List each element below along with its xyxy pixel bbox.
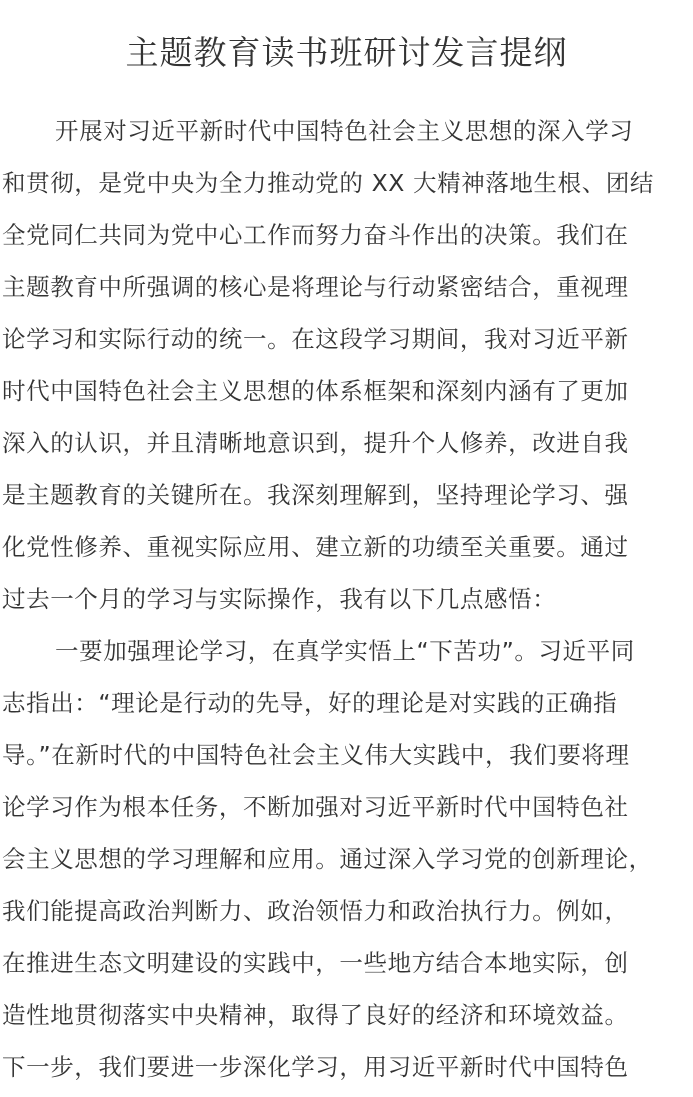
paragraph-line: 开展对习近平新时代中国特色社会主义思想的深入学习 — [55, 117, 634, 145]
paragraph-line: 是主题教育的关键所在。我深刻理解到，坚持理论学习、强 — [2, 481, 629, 509]
paragraph-line: 我们能提高政治判断力、政治领悟力和政治执行力。例如， — [2, 897, 629, 925]
paragraph-line: 在推进生态文明建设的实践中，一些地方结合本地实际，创 — [2, 949, 629, 977]
paragraph-line: 导。”在新时代的中国特色社会主义伟大实践中，我们要将理 — [2, 741, 630, 769]
paragraph-line: 论学习作为根本任务，不断加强对习近平新时代中国特色社 — [2, 793, 629, 821]
paragraph-line: 主题教育中所强调的核心是将理论与行动紧密结合，重视理 — [2, 273, 629, 301]
document-title: 主题教育读书班研讨发言提纲 — [125, 33, 568, 72]
paragraph-line: 化党性修养、重视实际应用、建立新的功绩至关重要。通过 — [2, 533, 629, 561]
paragraph-line: 全党同仁共同为党中心工作而努力奋斗作出的决策。我们在 — [2, 221, 629, 249]
paragraph-line: 下一步，我们要进一步深化学习，用习近平新时代中国特色 — [2, 1053, 629, 1081]
paragraph-line: 时代中国特色社会主义思想的体系框架和深刻内涵有了更加 — [2, 377, 629, 405]
paragraph-line: 造性地贯彻落实中央精神，取得了良好的经济和环境效益。 — [2, 1001, 629, 1029]
paragraph-line: 志指出：“理论是行动的先导，好的理论是对实践的正确指 — [2, 689, 618, 717]
paragraph-line: 论学习和实际行动的统一。在这段学习期间，我对习近平新 — [2, 325, 629, 353]
paragraph-line: 会主义思想的学习理解和应用。通过深入学习党的创新理论， — [2, 845, 653, 873]
paragraph-line: 一要加强理论学习，在真学实悟上“下苦功”。习近平同 — [55, 637, 635, 665]
paragraph-line: 和贯彻，是党中央为全力推动党的 XX 大精神落地生根、团结 — [2, 169, 655, 197]
paragraph-line: 深入的认识，并且清晰地意识到，提升个人修养，改进自我 — [2, 429, 629, 457]
paragraph-line: 过去一个月的学习与实际操作，我有以下几点感悟： — [2, 585, 557, 613]
